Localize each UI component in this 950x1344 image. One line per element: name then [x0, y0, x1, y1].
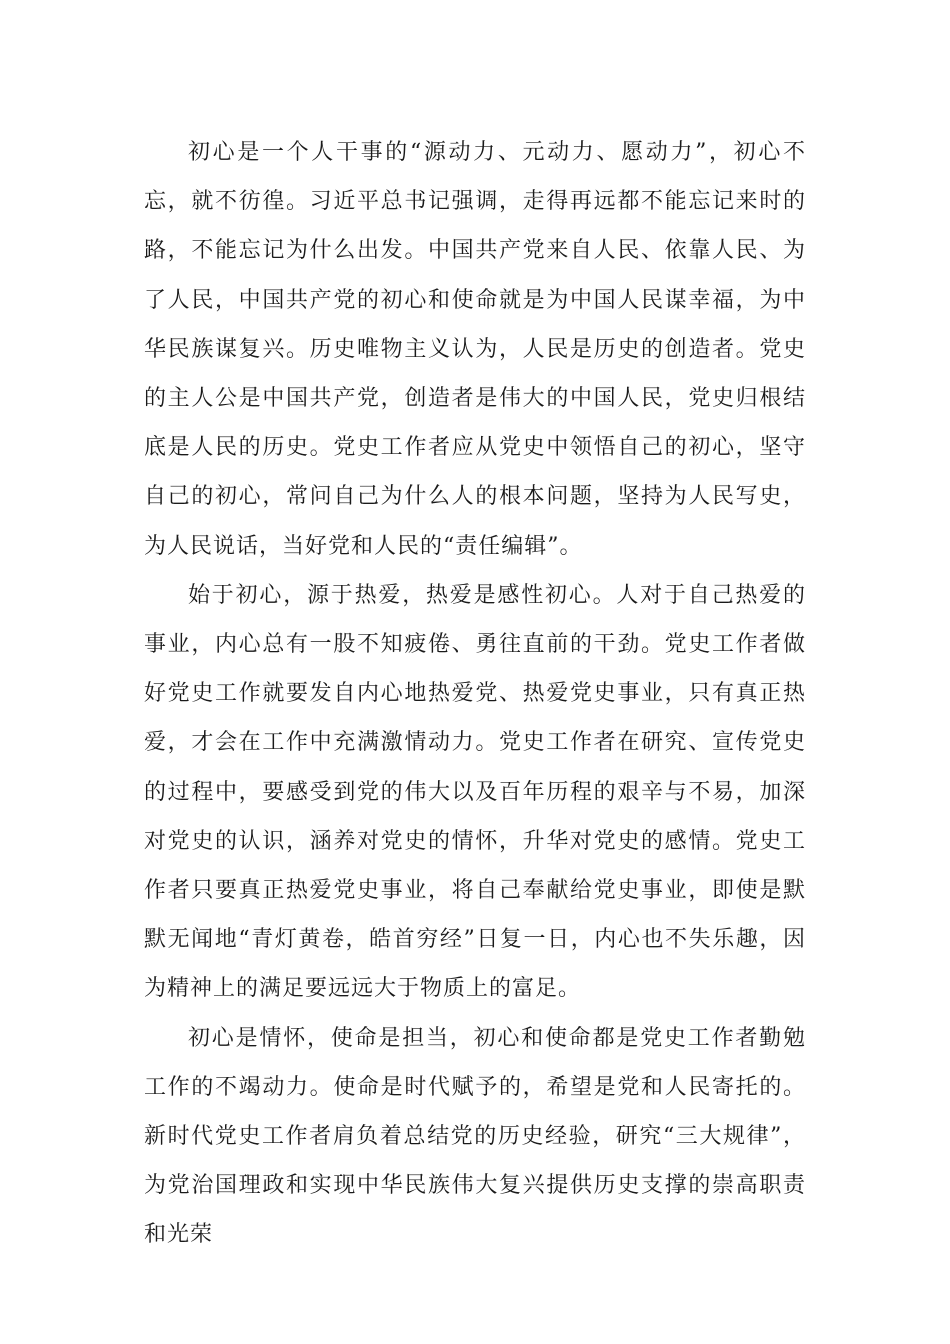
paragraph-2: 始于初心，源于热爱，热爱是感性初心。人对于自己热爱的事业，内心总有一股不知疲倦、勇往直前的干劲。党史工作者做好党史工作就要发自内心地热爱党、热爱党史事业，只有真正热爱，才会在工作中充满激情动力。党史工作者在研究、宣传党史的过程中，要感受到党的伟大以及百年历程的艰辛与不易，加深对党史的认识，涵养对党史的情怀，升华对党史的感情。党史工作者只要真正热爱党史事业，将自己奉献给党史事业，即使是默默无闻地“青灯黄卷，皓首穷经”日复一日，内心也不失乐趣，因为精神上的满足要远远大于物质上的富足。: [144, 582, 806, 1002]
body-text: [144, 128, 806, 1260]
paragraph-3: 初心是情怀，使命是担当，初心和使命都是党史工作者勤勉工作的不竭动力。使命是时代赋予的，希望是党和人民寄托的。新时代党史工作者肩负着总结党的历史经验，研究“三大规律”，为党治国理政和实现中华民族伟大复兴提供历史支撑的崇高职责和光荣: [144, 1025, 806, 1248]
paragraph-1: 初心是一个人干事的“源动力、元动力、愿动力”，初心不忘，就不彷徨。习近平总书记强调，走得再远都不能忘记来时的路，不能忘记为什么出发。中国共产党来自人民、依靠人民、为了人民，中国共产党的初心和使命就是为中国人民谋幸福，为中华民族谋复兴。历史唯物主义认为，人民是历史的创造者。党史的主人公是中国共产党，创造者是伟大的中国人民，党史归根结底是人民的历史。党史工作者应从党史中领悟自己的初心，坚守自己的初心，常问自己为什么人的根本问题，坚持为人民写史，为人民说话，当好党和人民的“责任编辑”。: [144, 140, 806, 559]
